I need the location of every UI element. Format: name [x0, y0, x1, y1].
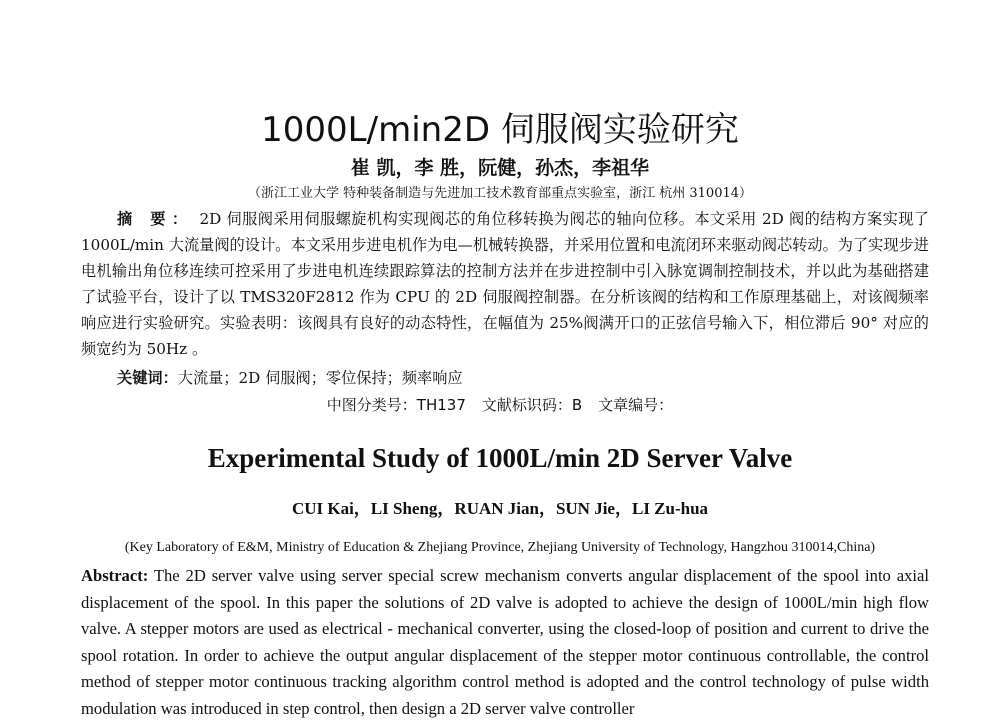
- clc-number: 中图分类号：TH137: [326, 396, 466, 414]
- chinese-keywords-label: 关键词：: [117, 369, 178, 387]
- chinese-abstract-text: 2D 伺服阀采用伺服螺旋机构实现阀芯的角位移转换为阀芯的轴向位移。本文采用 2D 阀的结构方案实现了 1000L/min 大流量阀的设计。本文采用步进电机作为电—机械转换器，并采用位置和电流闭环来驱动阀芯转动。为了实现步进电机输出角位移连续可控采用了步进电机连续跟踪算法的控制方法并在步进控制中引入脉宽调制控制技术，并以此为基础搭建了试验平台，设计了以 TMS320F2812 作为 CPU 的 2D 伺服阀控制器。在分析该阀的结构和工作原理基础上，对该阀频率响应进行实验研究。实验表明：该阀具有良好的动态特性，在幅值为 25%阀满开口的正弦信号输入下，相位滞后 90° 对应的频宽约为 50Hz 。: [81, 210, 929, 358]
- document-code: 文献标识码：B: [481, 396, 583, 414]
- chinese-affiliation: （浙江工业大学 特种装备制造与先进加工技术教育部重点实验室，浙江 杭州 310014）: [247, 186, 753, 201]
- english-affiliation: (Key Laboratory of E&M, Ministry of Education & Zhejiang Province, Zhejiang University of Technology, Hangzhou 310014,China): [124, 540, 876, 555]
- classification-line: [0, 392, 1000, 418]
- english-abstract: [81, 563, 929, 723]
- english-authors: CUI Kai，LI Sheng，RUAN Jian，SUN Jie，LI Zu-hua: [291, 499, 709, 518]
- chinese-keywords-text: 大流量；2D 伺服阀；零位保持；频率响应: [177, 369, 463, 387]
- english-abstract-text: The 2D server valve using server special screw mechanism converts angular displacement of the spool into axial displacement of the spool. In this paper the solutions of 2D valve is adopted to achieve the design of 1000L/min high flow valve. A stepper motors are used as electrical - mechanical converter, using the closed-loop of position and current to drive the spool rotation. In order to achieve the output angular displacement of the stepper motor continuous controllable, the control method of stepper motor continuous tracking algorithm control method is adopted and the control technology of pulse width modulation was introduced in step control, then design a 2D server valve controller: [81, 566, 929, 718]
- chinese-abstract: [81, 206, 929, 362]
- chinese-keywords: [117, 365, 927, 391]
- chinese-authors: 崔 凯，李 胜，阮健，孙杰，李祖华: [350, 157, 650, 179]
- english-abstract-label: Abstract:: [81, 566, 149, 585]
- chinese-abstract-label: 摘 要：: [117, 210, 194, 228]
- article-number: 文章编号：: [598, 396, 674, 414]
- english-title: Experimental Study of 1000L/min 2D Server Valve: [207, 443, 793, 473]
- chinese-title: 1000L/min2D 伺服阀实验研究: [261, 110, 739, 150]
